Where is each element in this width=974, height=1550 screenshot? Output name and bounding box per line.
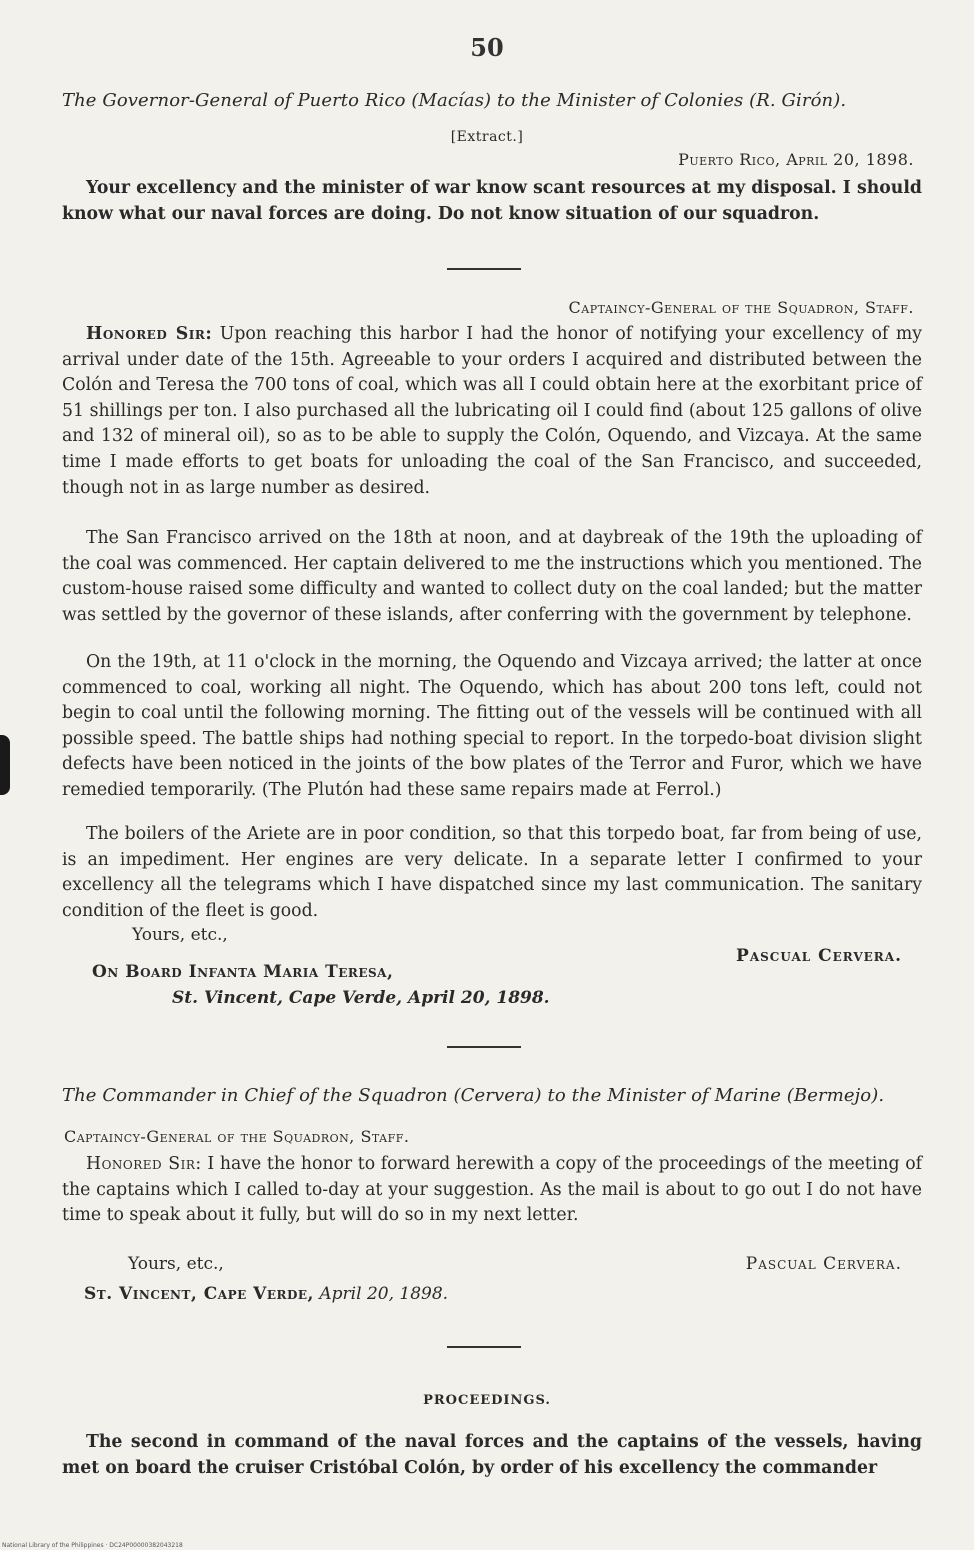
section-rule — [447, 268, 521, 270]
letter1-body: Your excellency and the minister of war know scant resources at my disposal. I should know what our naval forces are doing. Do not know situation of our squadron. — [62, 178, 922, 224]
letter3-date: April 20, 1898. — [319, 1284, 449, 1304]
letter3-signature: Pascual Cervera. — [745, 1254, 902, 1274]
letter2-paragraph-3: On the 19th, at 11 o'clock in the morning, the Oquendo and Vizcaya arrived; the latter at once commenced to coal, working all night. The Oquendo, which has about 200 tons left, could not begin to coal until the following morning. The fitting out of the vessels will be continued with all possible speed. The battle ships had nothing special to report. In the torpedo-boat division slight defects have been noticed in the joints of the bow plates of the Terror and Furor, which we have remedied temporarily. (The Plutón had these same repairs made at Ferrol.) — [62, 652, 922, 800]
letter1-place-date: Puerto Rico, April 20, 1898. — [678, 150, 914, 169]
page-number: 50 — [470, 33, 504, 62]
letter3-heading: The Commander in Chief of the Squadron (Cervera) to the Minister of Marine (Bermejo). — [62, 1085, 885, 1106]
letter3-place: St. Vincent, Cape Verde, — [84, 1284, 314, 1304]
letter2-closing: Yours, etc., — [132, 925, 228, 945]
section-rule — [447, 1346, 521, 1348]
letter2-signature: Pascual Cervera. — [736, 946, 902, 966]
proceedings-body: The second in command of the naval forces and the captains of the vessels, having met on board the cruiser Cristóbal Colón, by order of his excellency the commander — [62, 1432, 922, 1478]
proceedings-title: PROCEEDINGS. — [423, 1393, 551, 1408]
letter1-extract-note: [Extract.] — [450, 129, 524, 145]
letter2-p1-text: Upon reaching this harbor I had the honor of notifying your excellency of my arrival under date of the 15th. Agreeable to your orders I acquired and distributed between the Colón and Teresa the 700 tons of coal, which was all I could obtain here at the exorbitant price of 51 shillings per ton. I also purchased all the lubricating oil I could find (about 125 gallons of olive and 132 of mineral oil), so as to be able to supply the Colón, Oquendo, and Vizcaya. At the same time I made efforts to get boats for unloading the coal of the San Francisco, and succeeded, though not in as large number as desired. — [62, 324, 922, 498]
letter2-paragraph-2: The San Francisco arrived on the 18th at noon, and at daybreak of the 19th the uploading of the coal was commenced. Her captain delivered to me the instructions which you mentioned. The custom-house raised some difficulty and wanted to collect duty on the coal landed; but the matter was settled by the governor of these islands, after conferring with the government by telephone. — [62, 528, 922, 625]
letter3-header: Captaincy-General of the Squadron, Staff. — [64, 1127, 410, 1146]
letter2-paragraph-1 — [62, 322, 922, 501]
section-rule — [447, 1046, 521, 1048]
letter3-body — [62, 1152, 922, 1229]
letter3-closing: Yours, etc., — [128, 1254, 224, 1274]
letter2-on-board: On Board Infanta Maria Teresa, — [92, 962, 394, 982]
letter2-place-date: St. Vincent, Cape Verde, April 20, 1898. — [172, 988, 550, 1008]
letter3-body-text: I have the honor to forward herewith a copy of the proceedings of the meeting of the captains which I called to-day at your suggestion. As the mail is about to go out I do not have time to speak about it fully, but will do so in my next letter. — [62, 1154, 923, 1226]
letter2-paragraph-4: The boilers of the Ariete are in poor condition, so that this torpedo boat, far from being of use, is an impediment. Her engines are very delicate. In a separate letter I confirmed to your excellency all the telegrams which I have dispatched since my last communication. The sanitary condition of the fleet is good. — [62, 824, 922, 921]
binding-mark — [0, 735, 10, 795]
letter3-place-date — [84, 1284, 448, 1304]
letter2-header: Captaincy-General of the Squadron, Staff. — [568, 298, 914, 317]
letter2-salutation: Honored Sir: — [86, 324, 213, 344]
scan-footer: National Library of the Philippines · DC24P00000382043218 — [2, 1542, 183, 1549]
letter3-salutation: Honored Sir: — [86, 1154, 202, 1174]
letter1-heading: The Governor-General of Puerto Rico (Macías) to the Minister of Colonies (R. Girón). — [62, 90, 847, 111]
